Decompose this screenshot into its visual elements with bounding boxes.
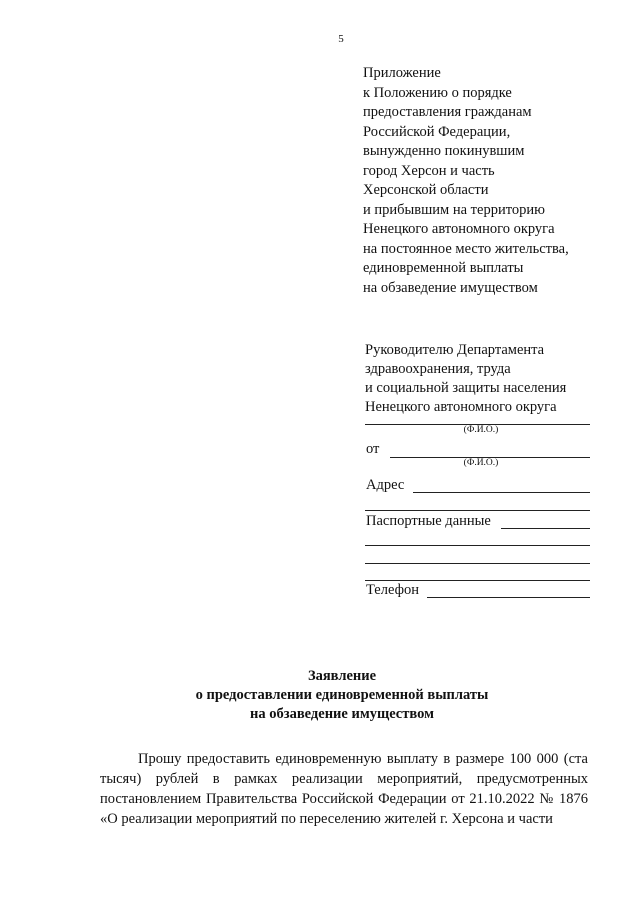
appendix-line: на обзаведение имуществом <box>363 279 538 296</box>
appendix-line: и прибывшим на территорию <box>363 201 545 218</box>
passport-line-1[interactable] <box>501 528 590 529</box>
addressee-line: и социальной защиты населения <box>365 380 567 396</box>
address-label: Адрес <box>366 477 405 493</box>
appendix-line: единовременной выплаты <box>363 260 524 276</box>
appendix-line: Приложение <box>363 65 441 81</box>
title-line: Заявление <box>307 668 377 684</box>
appendix-line: Ненецкого автономного округа <box>363 221 555 237</box>
fio-applicant-caption: (Ф.И.О.) <box>463 458 499 468</box>
title-line: о предоставлении единовременной выплаты <box>195 687 489 703</box>
page-number: 5 <box>338 33 344 45</box>
fio-recipient-caption: (Ф.И.О.) <box>463 425 499 435</box>
passport-line-2[interactable] <box>365 545 590 546</box>
appendix-line: к Положению о порядке <box>363 84 512 101</box>
phone-line[interactable] <box>427 597 590 598</box>
address-line-2[interactable] <box>365 510 590 511</box>
document-title <box>0 667 640 724</box>
appendix-line: вынужденно покинувшим <box>363 143 525 159</box>
body-paragraph <box>100 749 588 829</box>
appendix-line: Херсонской области <box>363 182 489 198</box>
body-text: Прошу предоставить единовременную выплату в размере 100 000 (ста тысяч) рублей в рамках реализации мероприятий, предусмотренных постановлением Правительства Российской Федерации от 21.10.2022 № 1876 «О реализации мероприятий по переселению жителей г. Херсона и части <box>100 751 588 827</box>
appendix-line: предоставления гражданам <box>363 104 532 120</box>
addressee-block <box>365 341 625 417</box>
appendix-heading <box>363 64 623 298</box>
passport-line-4[interactable] <box>365 580 590 581</box>
addressee-line: здравоохранения, труда <box>365 361 511 377</box>
appendix-line: на постоянное место жительства, <box>363 240 569 257</box>
appendix-line: Российской Федерации, <box>363 123 511 140</box>
addressee-line: Руководителю Департамента <box>365 342 545 358</box>
addressee-line: Ненецкого автономного округа <box>365 399 557 415</box>
phone-label: Телефон <box>366 582 419 598</box>
address-line-1[interactable] <box>413 492 590 493</box>
passport-line-3[interactable] <box>365 563 590 564</box>
title-line: на обзаведение имуществом <box>250 706 434 722</box>
appendix-line: город Херсон и часть <box>363 162 495 179</box>
from-label: от <box>366 441 380 457</box>
passport-label: Паспортные данные <box>366 513 491 529</box>
